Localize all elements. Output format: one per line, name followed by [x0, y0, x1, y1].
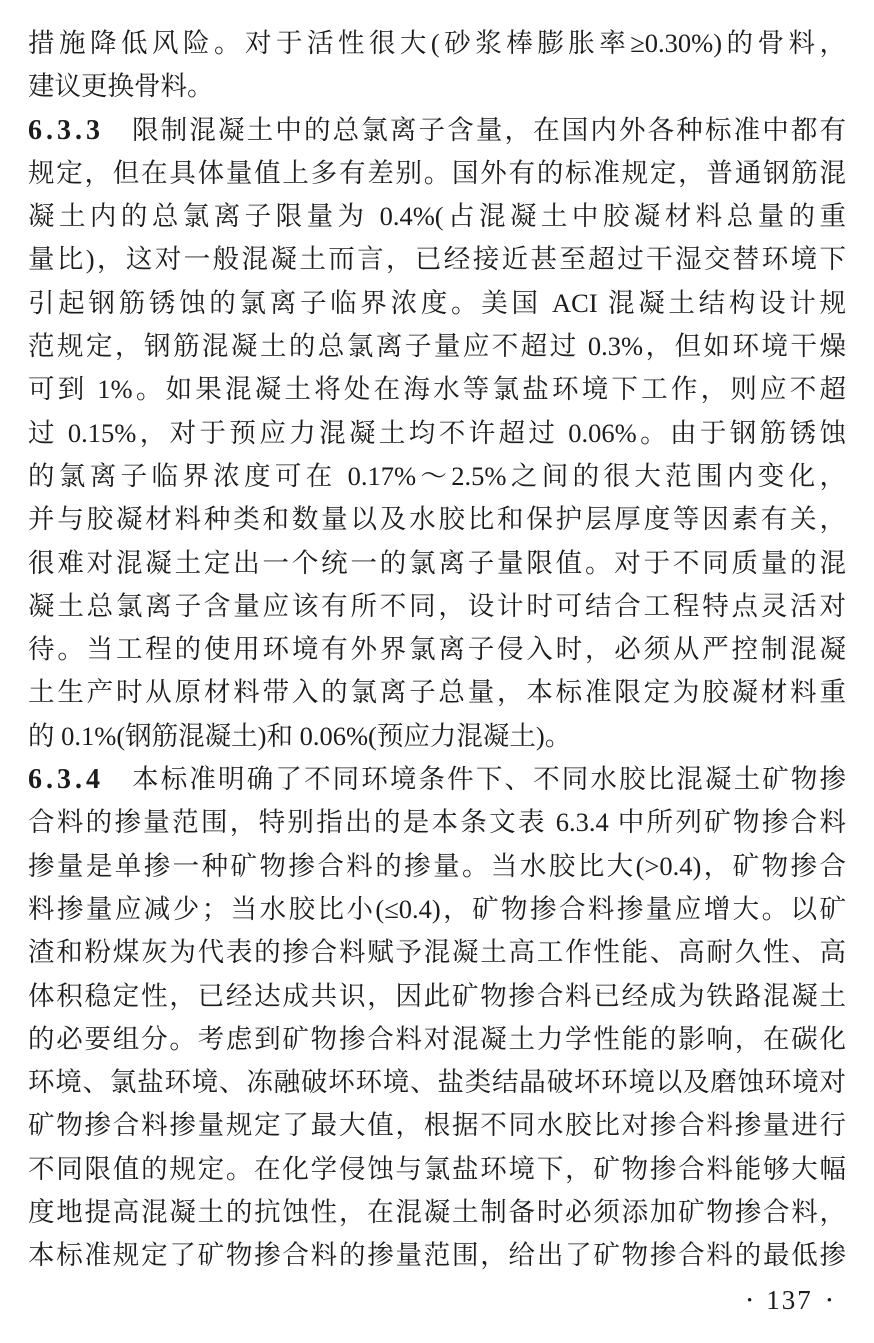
text-line: 很难对混凝土定出一个统一的氯离子量限值。对于不同质量的混	[28, 547, 846, 578]
text-line: 可到 1%。如果混凝土将处在海水等氯盐环境下工作，则应不超	[28, 374, 846, 405]
text-line: 措施降低风险。对于活性很大(砂浆棒膨胀率≥0.30%)的骨料，	[28, 28, 846, 58]
text-line: 的氯离子临界浓度可在 0.17%～2.5%之间的很大范围内变化，	[28, 460, 846, 491]
text-line: 料掺量应减少；当水胶比小(≤0.4)，矿物掺合料掺量应增大。以矿	[28, 893, 846, 924]
text-line: 待。当工程的使用环境有外界氯离子侵入时，必须从严控制混凝	[28, 634, 846, 665]
text-line: 规定，但在具体量值上多有差别。国外有的标准规定，普通钢筋混	[28, 157, 846, 188]
text-line: 并与胶凝材料种类和数量以及水胶比和保护层厚度等因素有关，	[28, 504, 846, 535]
footer-bullet-left: •	[746, 1293, 753, 1309]
text-line: 过 0.15%，对于预应力混凝土均不许超过 0.06%。由于钢筋锈蚀	[28, 417, 846, 448]
page-body	[28, 22, 846, 1278]
text-line: 渣和粉煤灰为代表的掺合料赋予混凝土高工作性能、高耐久性、高	[28, 937, 846, 968]
text-line: 度地提高混凝土的抗蚀性，在混凝土制备时必须添加矿物掺合料，	[28, 1197, 846, 1228]
text-line: 合料的掺量范围，特别指出的是本条文表 6.3.4 中所列矿物掺合料	[28, 807, 846, 838]
text-line-section-6-3-4	[28, 758, 846, 801]
text-line: 凝土总氯离子含量应该有所不同，设计时可结合工程特点灵活对	[28, 590, 846, 621]
text-line: 掺量是单掺一种矿物掺合料的掺量。当水胶比大(>0.4)，矿物掺合	[28, 850, 846, 881]
text-line: 量比)，这对一般混凝土而言，已经接近甚至超过干湿交替环境下	[28, 244, 846, 275]
section-number-6-3-4: 6.3.4	[28, 764, 104, 796]
text-line: 范规定，钢筋混凝土的总氯离子量应不超过 0.3%，但如环境干燥	[28, 331, 846, 362]
text-line: 的 0.1%(钢筋混凝土)和 0.06%(预应力混凝土)。	[28, 720, 572, 751]
text-line: 建议更换骨料。	[28, 71, 214, 102]
text-line: 引起钢筋锈蚀的氯离子临界浓度。美国 ACI 混凝土结构设计规	[28, 287, 846, 318]
text-line: 凝土内的总氯离子限量为 0.4%(占混凝土中胶凝材料总量的重	[28, 201, 846, 232]
text-line-section-6-3-3	[28, 109, 846, 152]
page-number	[747, 1283, 832, 1318]
section-number-6-3-3: 6.3.3	[28, 114, 104, 146]
text-line-content: 限制混凝土中的总氯离子含量，在国内外各种标准中都有	[130, 114, 846, 145]
footer-page-number: 137	[766, 1285, 813, 1315]
text-line: 土生产时从原材料带入的氯离子总量，本标准限定为胶凝材料重	[28, 677, 846, 708]
text-line: 不同限值的规定。在化学侵蚀与氯盐环境下，矿物掺合料能够大幅	[28, 1153, 846, 1184]
text-line: 环境、氯盐环境、冻融破坏环境、盐类结晶破坏环境以及磨蚀环境对	[28, 1067, 846, 1098]
footer-bullet-right: •	[826, 1293, 832, 1309]
text-line: 体积稳定性，已经达成共识，因此矿物掺合料已经成为铁路混凝土	[28, 980, 846, 1011]
text-line: 的必要组分。考虑到矿物掺合料对混凝土力学性能的影响，在碳化	[28, 1023, 846, 1054]
text-line-content: 本标准明确了不同环境条件下、不同水胶比混凝土矿物掺	[130, 764, 846, 795]
text-line: 本标准规定了矿物掺合料的掺量范围，给出了矿物掺合料的最低掺	[28, 1240, 846, 1271]
text-line: 矿物掺合料掺量规定了最大值，根据不同水胶比对掺合料掺量进行	[28, 1110, 846, 1141]
